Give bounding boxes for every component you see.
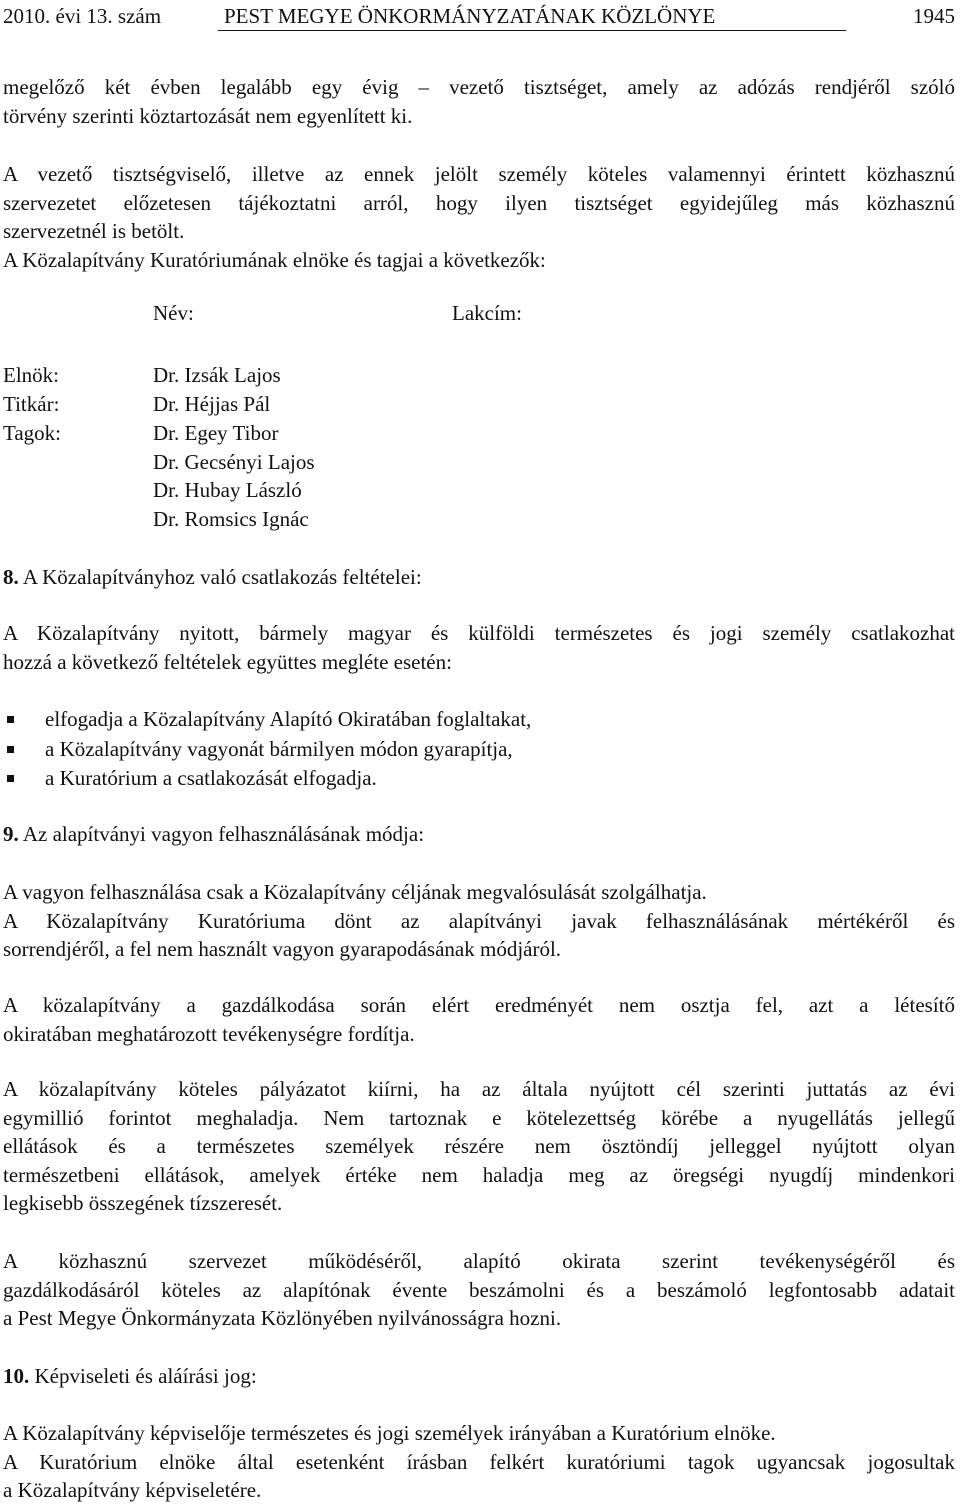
text-line: természetbeni ellátások, amelyek értéke nem haladja meg az öregségi nyugdíj mindenkori [3,1162,955,1187]
list-item [3,764,955,794]
text-line: a Közalapítvány képviseletére. [3,1478,262,1502]
section-number: 10. [3,1364,30,1388]
section-8-paragraph [3,619,955,676]
bullet-icon [7,746,14,753]
issue-label: 2010. évi 13. szám [3,4,162,28]
kuratorium-members [3,301,955,541]
member-row [3,448,955,477]
member-role: Tagok: [3,421,62,445]
text-line: A vezető tisztségviselő, illetve az ennek jelölt személy köteles valamennyi érintett közhasznú [3,162,955,186]
section-title: A Közalapítványhoz való csatlakozás feltételei: [22,565,422,589]
heading-line [3,563,955,592]
member-row [3,361,955,390]
text-line: A Közalapítvány nyitott, bármely magyar és külföldi természetes és jogi személy csatlakozhat [3,621,955,645]
member-name: Dr. Hubay László [153,478,302,502]
page-number: 1945 [913,4,955,28]
member-name: Dr. Egey Tibor [153,421,279,445]
section-8-bullet-list [3,705,955,794]
member-row [3,505,955,534]
intro-paragraph-3 [3,246,955,275]
text-line: sorrendjéről, a fel nem használt vagyon gyarapodásának módjáról. [3,937,562,961]
member-name: Dr. Romsics Ignác [153,507,309,531]
text-line: A közhasznú szervezet működéséről, alapító okirata szerint tevékenységéről és [3,1249,955,1273]
text-line: hozzá a következő feltételek együttes megléte esetén: [3,649,452,674]
text-line: ellátások és a természetes személyek részére nem ösztöndíj jelleggel nyújtott olyan [3,1134,955,1158]
text-line: megelőző két évben legalább egy évig – vezető tisztséget, amely az adózás rendjéről szóló [3,75,955,99]
section-9-paragraph-4 [3,1247,955,1333]
text-line: okiratában meghatározott tevékenységre fordítja. [3,1021,415,1046]
section-number: 8. [3,565,19,589]
header-underline [218,30,846,31]
section-9-heading [3,820,955,849]
section-title: Az alapítványi vagyon felhasználásának módja: [22,822,425,846]
list-item [3,705,955,735]
text-line: A Kuratórium elnöke által esetenként írásban felkért kuratóriumi tagok ugyancsak jogosultak [3,1449,955,1474]
bullet-icon [7,716,14,723]
text-line: gazdálkodásáról köteles az alapítónak évente beszámolni és a beszámoló legfontosabb adatait [3,1277,955,1302]
publication-title: PEST MEGYE ÖNKORMÁNYZATÁNAK KÖZLÖNYE [224,4,716,28]
address-column-header: Lakcím: [452,301,522,325]
text-line: A Közalapítvány Kuratóriuma dönt az alapítványi javak felhasználásának mértékéről és [3,908,955,933]
list-item-text: a Közalapítvány vagyonát bármilyen módon gyarapítja, [45,736,513,761]
member-row [3,390,955,419]
section-number: 9. [3,822,19,846]
heading-line [3,820,955,849]
section-9-paragraph-1 [3,878,955,964]
name-column-header: Név: [153,301,194,325]
text-line: törvény szerinti köztartozását nem egyenlített ki. [3,103,413,128]
member-row [3,419,955,448]
section-9-paragraph-2 [3,991,955,1048]
member-role: Titkár: [3,392,60,416]
page-header [3,0,955,32]
member-name: Dr. Héjjas Pál [153,392,271,416]
list-item-text: elfogadja a Közalapítvány Alapító Okiratában foglaltakat, [45,707,532,731]
text-line: A Közalapítvány Kuratóriumának elnöke és tagjai a következők: [3,248,546,272]
list-item-text: a Kuratórium a csatlakozását elfogadja. [45,766,377,790]
intro-paragraph-2 [3,160,955,246]
text-line: szervezetet előzetesen tájékoztatni arról, hogy ilyen tisztséget egyidejűleg más közhasznú [3,190,955,215]
text-line: legkisebb összegének tízszeresét. [3,1191,283,1215]
text-line: szervezetnél is betölt. [3,219,185,243]
text-line: A közalapítvány köteles pályázatot kiírni, ha az általa nyújtott cél szerinti juttatás az évi [3,1077,955,1101]
text-line: A Közalapítvány képviselője természetes és jogi személyek irányában a Kuratórium elnöke. [3,1421,776,1445]
section-title: Képviseleti és aláírási jog: [34,1364,257,1388]
text-line: a Pest Megye Önkormányzata Közlönyében nyilvánosságra hozni. [3,1306,562,1330]
text-line: egymillió forintot meghaladja. Nem tartoznak e kötelezettség körébe a nyugellátás jellegű [3,1105,955,1130]
section-9-paragraph-3 [3,1075,955,1218]
list-item [3,735,955,765]
text-line: A vagyon felhasználása csak a Közalapítvány céljának megvalósulását szolgálhatja. [3,880,707,904]
intro-paragraph-1 [3,73,955,130]
member-name: Dr. Izsák Lajos [153,363,281,387]
heading-line [3,1362,955,1391]
member-row [3,476,955,505]
member-role: Elnök: [3,363,59,387]
section-10-heading [3,1362,955,1391]
bullet-icon [7,775,14,782]
member-name: Dr. Gecsényi Lajos [153,450,315,474]
section-10-paragraph [3,1419,955,1505]
section-8-heading [3,563,955,592]
text-line: A közalapítvány a gazdálkodása során elért eredményét nem osztja fel, azt a létesítő [3,993,955,1017]
